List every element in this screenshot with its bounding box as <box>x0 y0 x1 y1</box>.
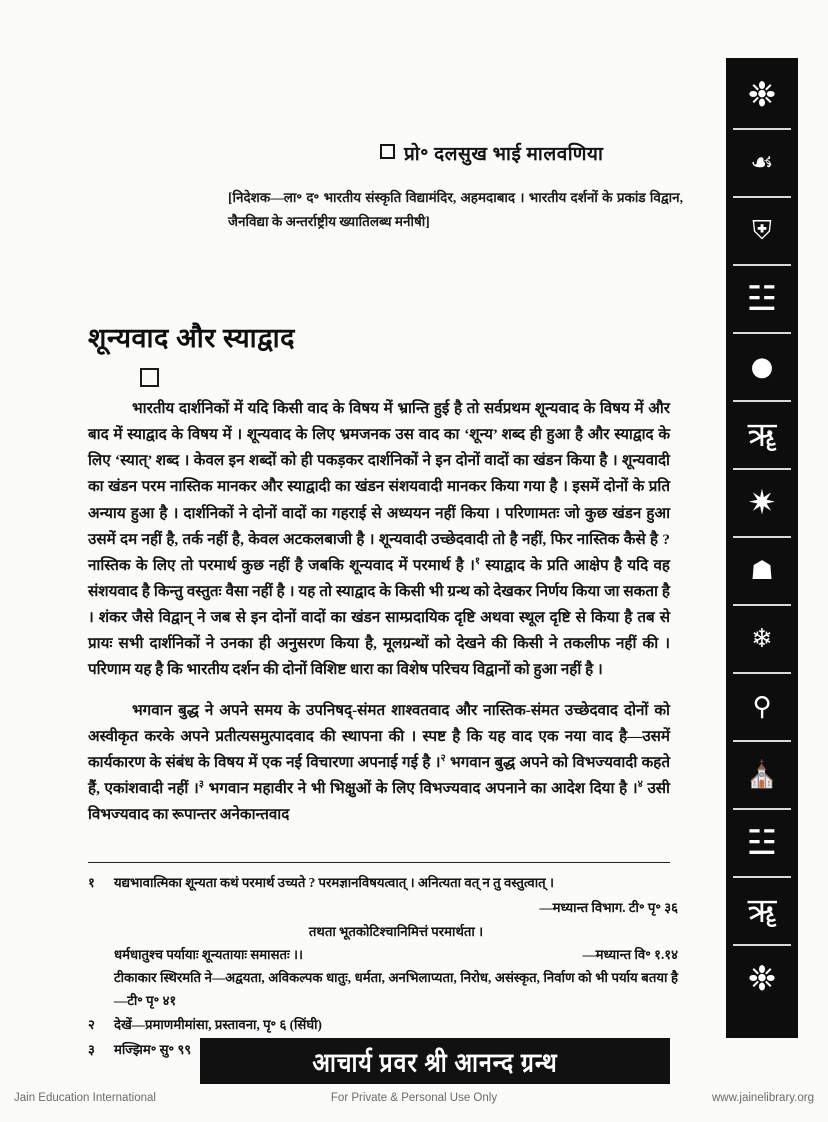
footer-left: Jain Education International <box>14 1092 156 1104</box>
footnote-text: मज्झिम॰ सु॰ ९९ <box>114 1041 192 1057</box>
star-rosette-icon: ✷ <box>747 483 777 523</box>
footnote-item <box>88 872 678 895</box>
footnote-text: यद्यभावात्मिका शून्यता कथं परमार्थ उच्यते ? परमज्ञानविषयत्वात् । अनित्यता वत् न तु वस्तुत्वात् । <box>114 875 554 890</box>
ornament-divider <box>733 196 791 198</box>
throne-seat-icon: ⛪ <box>745 760 779 790</box>
lotus-hands-icon: ❄ <box>751 624 773 654</box>
footnote-item <box>88 967 678 1012</box>
footnote-item <box>88 1014 678 1037</box>
footnote-verse-text: धर्मधातुश्च पर्यायाः शून्यतायाः समासतः ।। <box>114 947 303 963</box>
ornament-divider <box>733 128 791 130</box>
author-name <box>380 140 680 166</box>
kalash-icon: ☗ <box>750 556 774 586</box>
lamp-drop-icon: ● <box>750 352 774 382</box>
footer-center: For Private & Personal Use Only <box>330 1092 498 1104</box>
footnote-number: ३ <box>88 1041 95 1057</box>
ornament-divider <box>733 944 791 946</box>
ornament-divider <box>733 740 791 742</box>
ornament-divider <box>733 808 791 810</box>
footer-right-link[interactable]: www.jainelibrary.org <box>711 1092 814 1104</box>
ornament-divider <box>733 536 791 538</box>
footnote-number-blank <box>88 897 114 920</box>
paragraph-marker-icon <box>140 368 159 387</box>
ornament-divider <box>733 332 791 334</box>
footnote-verse-line-1: तथता भूतकोटिश्चानिमित्तं परमार्थता । <box>308 924 484 940</box>
ornament-divider <box>733 672 791 674</box>
footnote-text: टीकाकार स्थिरमति ने—अद्वयता, अविकल्पक धातुः, धर्मता, अनभिलाप्यता, निरोध, असंस्कृत, निर्वाण को भी पर्याय बतया है—टी॰ पृ॰ ४१ <box>114 969 678 1008</box>
footnote-verse-line-2 <box>114 944 678 967</box>
banner-text: आचार्य प्रवर श्री आनन्द ग्रन्थ <box>312 1048 558 1078</box>
square-bullet-icon <box>380 144 395 159</box>
swastika-symbol-icon: ॠ <box>747 415 777 455</box>
ornament-divider <box>733 400 791 402</box>
ornament-divider <box>733 468 791 470</box>
footnote-number-blank <box>88 967 114 1012</box>
stupa-icon: ⚲ <box>752 692 772 722</box>
bottom-banner <box>200 1038 670 1084</box>
paragraph-1: भारतीय दार्शनिकों में यदि किसी वाद के विषय में भ्रान्ति हुई है तो सर्वप्रथम शून्यवाद के विषय में और बाद में स्याद्वाद के विषय में । शून्यवाद के लिए भ्रमजनक उस वाद का ‘शून्य’ शब्द ही हुआ है और स्याद्वाद के लिए ‘स्यात्’ शब्द । केवल इन शब्दों को ही पकड़कर दार्शनिकों ने इन दोनों वादों का खंडन किया है । शून्यवादी का खंडन परम नास्तिक मानकर और स्याद्वादी का खंडन संशयवादी मानकर किया गया है । इसमें दोनों के प्रति अन्याय हुआ है । दार्शनिकों ने दोनों वादों का गहराई से अध्ययन नहीं किया । परिणामतः जो कुछ खंडन हुआ उसमें दम नहीं है, तर्क नहीं है, केवल अटकलबाजी है । शून्यवादी उच्छेदवादी तो है नहीं, फिर नास्तिक कैसे है ? नास्तिक के लिए तो परमार्थ कुछ नहीं है जबकि शून्यवाद में परमार्थ है ।$^१$ स्याद्वाद के प्रति आक्षेप है यदि वह संशयवाद है किन्तु वस्तुतः वैसा नहीं है । यह तो स्याद्वाद के किसी भी ग्रन्थ को देखकर निर्णय किया जा सकता है । शंकर जैसे विद्वान् ने जब से इन दोनों वादों का खंडन साम्प्रदायिक दृष्टि अथवा स्थूल दृष्टि से किया है तब से प्रायः सभी दार्शनिकों ने उनका ही अनुसरण किया है, मूलग्रन्थों को देखने की किसी ने तकलीफ नहीं की । परिणाम यह है कि भारतीय दर्शन की दोनों विशिष्ट धारा का विशेष परिचय विद्वानों को हुआ नहीं है । <box>88 400 670 679</box>
footnote-source: —मध्यान्त विभाग. टी॰ पृ॰ ३६ <box>539 899 678 915</box>
footnote-divider <box>88 862 670 863</box>
footnote-number: २ <box>88 1017 95 1033</box>
swastika-icon-2: ☳ <box>746 823 778 863</box>
kalash-vase-icon: ☙ <box>750 148 774 178</box>
swastika-symbol-icon-2: ॠ <box>747 891 777 931</box>
ornament-strip <box>726 58 798 1038</box>
floral-star-icon: ❉ <box>747 959 777 999</box>
article-title: शून्यवाद और स्याद्वाद <box>88 323 296 353</box>
footnote-number: १ <box>88 875 95 890</box>
floral-medallion-icon: ❉ <box>747 75 777 115</box>
footnote-verse-source: —मध्यान्त वि॰ १.१४ <box>582 947 678 963</box>
ornament-divider <box>733 604 791 606</box>
author-bio-note: [निदेशक—ला॰ द॰ भारतीय संस्कृति विद्यामंदिर, अहमदाबाद । भारतीय दर्शनों के प्रकांड विद्वान, जैनविद्या के अन्तर्राष्ट्रीय ख्यातिलब्ध मनीषी] <box>228 190 683 229</box>
author-name-text: प्रो॰ दलसुख भाई मालवणिया <box>404 144 604 165</box>
throne-icon: ⛨ <box>752 216 772 246</box>
ornament-divider <box>733 264 791 266</box>
article-body <box>88 396 670 830</box>
ornament-divider <box>733 876 791 878</box>
footnote-source-row <box>88 897 678 920</box>
paragraph-2: भगवान बुद्ध ने अपने समय के उपनिषद्-संमत शाश्वतवाद और नास्तिक-संमत उच्छेदवाद दोनों को अस्वीकृत करके अपने प्रतीत्यसमुत्पादवाद की स्थापना की । स्पष्ट है कि यह वाद एक नया वाद है—उसमें कार्यकारण के संबंध के विषय में एक नई विचारणा अपनाई गई है ।$^२$ भगवान बुद्ध अपने को विभज्यवादी कहते हैं, एकांशवादी नहीं ।$^३$ भगवान महावीर ने भी भिक्षुओं के लिए विभज्यवाद अपनाने का आदेश दिया है ।$^४$ उसी विभज्यवाद का रूपान्तर अनेकान्तवाद <box>88 701 670 824</box>
footnote-text: देखें—प्रमाणमीमांसा, प्रस्तावना, पृ॰ ६ (सिंघी) <box>114 1017 322 1033</box>
footnote-list <box>88 872 678 1064</box>
swastika-icon: ☳ <box>746 279 778 319</box>
